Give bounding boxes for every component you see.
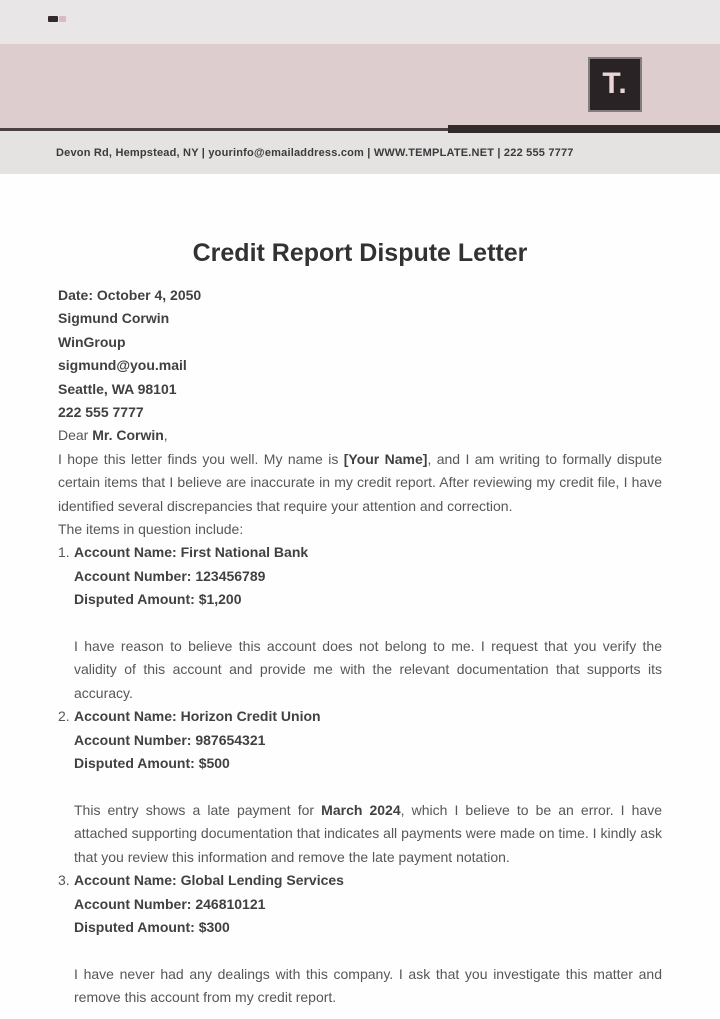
item-2-lines xyxy=(74,705,321,775)
meta-date: Date: October 4, 2050 xyxy=(58,287,202,303)
meta-email: sigmund@you.mail xyxy=(58,357,187,374)
item-2-number-label: Account Number: xyxy=(74,731,196,748)
item-2-name-label: Account Name: xyxy=(74,708,181,725)
item-2-name-value: Horizon Credit Union xyxy=(180,708,321,725)
dispute-item-2 xyxy=(58,705,662,775)
contact-strip xyxy=(0,131,720,174)
item-1-name-value: First National Bank xyxy=(180,544,309,561)
item-1-account-name xyxy=(74,541,308,564)
letter-meta-block xyxy=(58,284,662,424)
item-1-account-number xyxy=(74,565,308,588)
meta-company: WinGroup xyxy=(58,333,126,350)
item-3-amount-label: Disputed Amount: xyxy=(74,918,199,935)
intro-post: , and I am writing to formally dispute certain items that I believe are inaccurate in my credit report. After reviewing my credit file, I have identified several discrepancies that require your attention and correction. xyxy=(58,450,662,514)
item-3-note xyxy=(74,963,662,1010)
item-3-amount-value: $300 xyxy=(198,918,230,935)
item-1-lines xyxy=(74,541,308,611)
letterhead-top-strip xyxy=(0,0,720,44)
salutation xyxy=(58,424,662,447)
items-intro: The items in question include: xyxy=(58,521,244,538)
item-3-name-value: Global Lending Services xyxy=(180,872,344,889)
item-1-number-label: Account Number: xyxy=(74,567,196,584)
contact-line: Devon Rd, Hempstead, NY | yourinfo@emailaddress.com | WWW.TEMPLATE.NET | 222 555 7777 xyxy=(56,146,574,159)
item-2-account-number xyxy=(74,729,321,752)
item-2-amount-label: Disputed Amount: xyxy=(74,755,199,772)
item-2-marker: 2. xyxy=(58,708,70,725)
salutation-name: Mr. Corwin xyxy=(92,427,164,444)
item-3-number-value: 246810121 xyxy=(195,895,266,912)
item-1-note xyxy=(74,635,662,705)
letterhead-divider xyxy=(0,128,720,131)
item-3-marker: 3. xyxy=(58,872,70,889)
item-3-account-number xyxy=(74,893,344,916)
salutation-prefix: Dear xyxy=(58,427,93,444)
salutation-suffix: , xyxy=(163,427,168,444)
item-1-amount-value: $1,200 xyxy=(198,591,242,608)
item-2-note-bold: March 2024 xyxy=(321,801,401,818)
meta-city: Seattle, WA 98101 xyxy=(58,380,177,397)
item-1-note-pre: I have reason to believe this account does not belong to me. I request that you verify the validity of this account and provide me with the relevant documentation that supports its accuracy. xyxy=(74,638,662,701)
letterhead-pink-band xyxy=(0,44,720,128)
meta-phone: 222 555 7777 xyxy=(58,404,144,421)
item-2-number-value: 987654321 xyxy=(195,731,266,748)
dispute-item-3 xyxy=(58,869,662,939)
item-1-marker: 1. xyxy=(58,544,70,561)
item-3-number-label: Account Number: xyxy=(74,895,196,912)
letterhead xyxy=(0,0,720,174)
item-3-account-name xyxy=(74,869,344,892)
item-2-account-name xyxy=(74,705,321,728)
letterhead-divider-thick-bar xyxy=(448,125,720,133)
item-1-disputed-amount xyxy=(74,588,308,611)
meta-recipient-name: Sigmund Corwin xyxy=(58,310,170,327)
item-1-name-label-text: Account Name: xyxy=(74,544,181,561)
mini-brand-mark-icon xyxy=(48,16,66,22)
item-2-disputed-amount xyxy=(74,752,321,775)
letter-page xyxy=(0,174,720,1010)
item-3-lines xyxy=(74,869,344,939)
item-1-amount-label: Disputed Amount: xyxy=(74,591,199,608)
item-3-note-pre: I have never had any dealings with this company. I ask that you investigate this matter and remove this account from my credit report. xyxy=(74,965,662,1006)
dispute-item-1 xyxy=(58,541,662,611)
mini-mark-dark-segment xyxy=(48,16,58,22)
item-2-amount-value: $500 xyxy=(198,755,230,772)
item-3-name-label: Account Name: xyxy=(74,872,181,889)
item-2-note-post: , which I believe to be an error. I have attached supporting documentation that indicates all payments were made on time. I kindly ask that you review this information and remove the late payment notation. xyxy=(74,801,662,865)
logo-letter: T. xyxy=(602,66,628,100)
item-3-disputed-amount xyxy=(74,916,344,939)
intro-paragraph xyxy=(58,448,662,518)
item-1-number-value: 123456789 xyxy=(195,567,266,584)
item-2-note xyxy=(74,799,662,869)
intro-your-name: [Your Name] xyxy=(343,450,428,467)
item-2-note-pre: This entry shows a late payment for xyxy=(74,801,322,818)
mini-mark-pink-segment xyxy=(59,16,66,22)
intro-pre: I hope this letter finds you well. My name is xyxy=(58,450,344,467)
page-title: Credit Report Dispute Letter xyxy=(192,239,528,267)
template-logo-icon xyxy=(588,57,642,112)
